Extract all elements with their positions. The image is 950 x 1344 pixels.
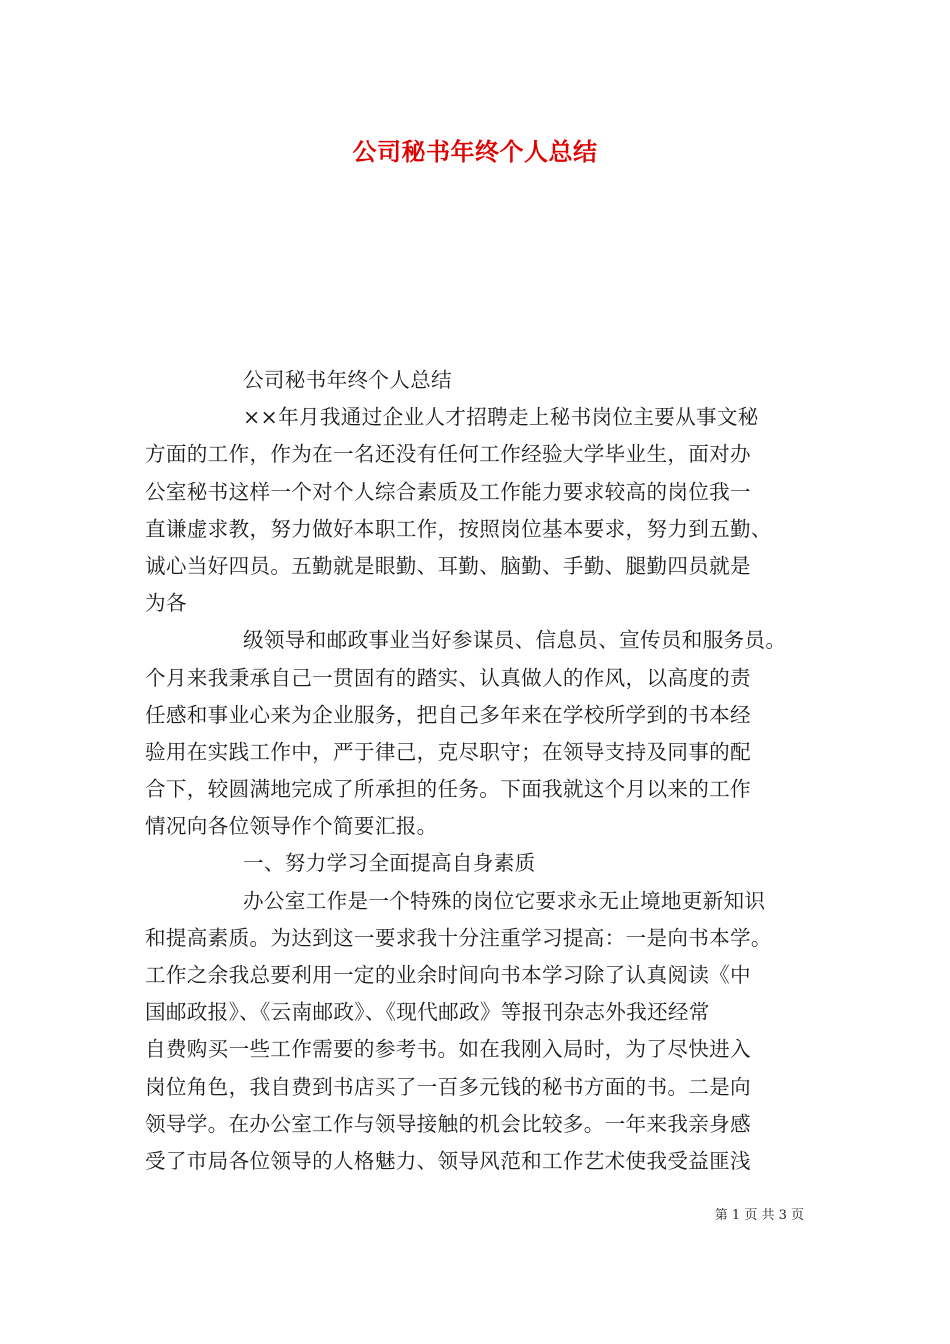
text-line: 公室秘书这样一个对个人综合素质及工作能力要求较高的岗位我一 <box>145 479 751 504</box>
page-number-footer: 第 1 页 共 3 页 <box>714 1208 804 1223</box>
document-body <box>145 362 807 1180</box>
text-line: 公司秘书年终个人总结 <box>243 368 452 392</box>
text-line: 国邮政报》、《云南邮政》、《现代邮政》等报刊杂志外我还经常 <box>145 1000 710 1025</box>
text-line: 自费购买一些工作需要的参考书。如在我刚入局时，为了尽快进入 <box>145 1037 751 1062</box>
text-line: 任感和事业心来为企业服务，把自己多年来在学校所学到的书本经 <box>145 702 751 727</box>
text-line: 情况向各位领导作个简要汇报。 <box>145 814 438 839</box>
text-line: 和提高素质。为达到这一要求我十分注重学习提高：一是向书本学。 <box>145 925 772 950</box>
text-line: 岗位角色，我自费到书店买了一百多元钱的秘书方面的书。二是向 <box>145 1074 751 1099</box>
text-line: 验用在实践工作中，严于律己，克尽职守；在领导支持及同事的配 <box>145 739 751 764</box>
text-line: 个月来我秉承自己一贯固有的踏实、认真做人的作风，以高度的责 <box>145 665 751 690</box>
text-line: 合下，较圆满地完成了所承担的任务。下面我就这个月以来的工作 <box>145 777 751 802</box>
text-line: 受了市局各位领导的人格魅力、领导风范和工作艺术使我受益匪浅 <box>145 1148 751 1173</box>
text-line: 工作之余我总要利用一定的业余时间向书本学习除了认真阅读《中 <box>145 963 751 987</box>
page-title: 公司秘书年终个人总结 <box>352 137 598 166</box>
text-line: 领导学。在办公室工作与领导接触的机会比较多。一年来我亲身感 <box>145 1111 751 1136</box>
text-line: 诚心当好四员。五勤就是眼勤、耳勤、脑勤、手勤、腿勤四员就是 <box>145 553 751 578</box>
text-line: 直谦虚求教，努力做好本职工作，按照岗位基本要求，努力到五勤、 <box>145 516 772 541</box>
text-line: 一、努力学习全面提高自身素质 <box>243 851 536 876</box>
text-line: ××年月我通过企业人才招聘走上秘书岗位主要从事文秘 <box>243 405 759 430</box>
text-line: 方面的工作，作为在一名还没有任何工作经验大学毕业生，面对办 <box>145 442 751 467</box>
text-line: 级领导和邮政事业当好参谋员、信息员、宣传员和服务员。 <box>243 628 787 653</box>
text-line: 为各 <box>145 591 187 616</box>
text-line: 办公室工作是一个特殊的岗位它要求永无止境地更新知识 <box>243 888 766 913</box>
